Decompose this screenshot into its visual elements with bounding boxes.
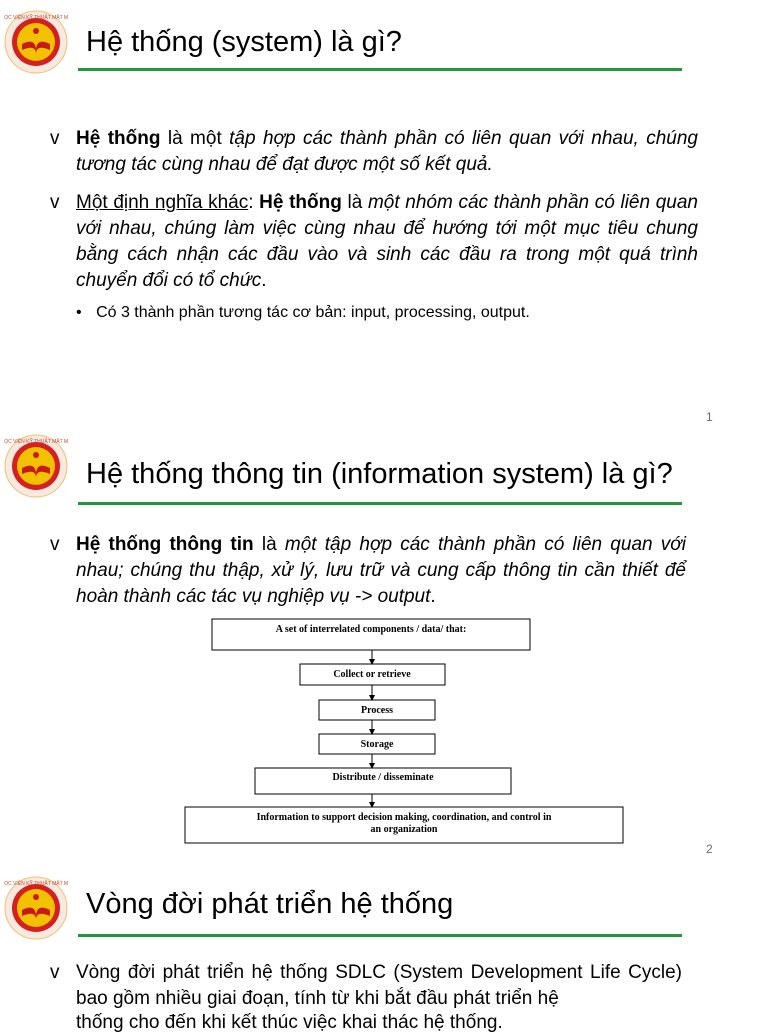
flow-label-information-line1: Information to support decision making, coordination, and control in [256, 812, 552, 823]
definition-italic: tập hợp các thành phần có liên quan với nhau, chúng tương tác cùng nhau để đạt được một số kết quả. [76, 128, 698, 175]
academy-logo-icon [4, 876, 68, 940]
academy-logo-icon [4, 434, 68, 498]
bullet-marker: v [50, 128, 60, 149]
sub-bullet-marker: • [76, 304, 82, 321]
slide-title: Hệ thống thông tin (information system) là gì? [86, 458, 673, 490]
slide-title: Vòng đời phát triển hệ thống [86, 888, 454, 920]
sdlc-paragraph-continuation: thống cho đến khi kết thúc việc khai thác hệ thống. [76, 1012, 503, 1033]
academy-logo-icon [4, 10, 68, 74]
bullet-marker: v [50, 534, 60, 555]
slide-3 [0, 860, 768, 1024]
definition-paragraph [76, 126, 698, 178]
sub-bullet-text: Có 3 thành phần tương tác cơ bản: input, processing, output. [96, 304, 530, 321]
term-bold: Hệ thống [76, 128, 161, 149]
term-bold: Hệ thống thông tin [76, 534, 254, 555]
bullet-marker: v [50, 192, 60, 213]
information-system-flow-diagram [180, 612, 630, 852]
title-underline [78, 934, 682, 937]
sub-bullet [76, 304, 530, 322]
page-number: 2 [706, 842, 713, 856]
title-underline [78, 68, 682, 71]
text: là [253, 534, 285, 555]
underlined-label: Một định nghĩa khác [76, 192, 249, 213]
slide-title: Hệ thống (system) là gì? [86, 26, 402, 58]
flow-label-information-line2: an organization [370, 824, 438, 835]
bullet-marker: v [50, 962, 60, 983]
term-bold: Hệ thống [259, 192, 342, 213]
title-underline [78, 502, 682, 505]
flow-label-components: A set of interrelated components / data/ that: [275, 624, 467, 635]
flow-label-distribute: Distribute / disseminate [332, 772, 434, 783]
page-number: 1 [706, 410, 713, 424]
text: . [261, 270, 267, 291]
text: . [430, 586, 436, 607]
flow-label-process: Process [360, 705, 394, 716]
slide-1 [0, 0, 768, 430]
text: là một [160, 128, 230, 149]
flow-label-storage: Storage [360, 739, 394, 750]
flow-label-collect: Collect or retrieve [333, 669, 411, 680]
definition-paragraph [76, 532, 686, 610]
definition-italic: một tập hợp các thành phần có liên quan với nhau; chúng thu thập, xử lý, lưu trữ và cung cấp thông tin cần thiết để hoàn thành các tác vụ nghiệp vụ -> output [76, 534, 686, 607]
definition-italic: một nhóm các thành phần có liên quan với nhau, chúng làm việc cùng nhau để hướng tới một mục tiêu chung bằng cách nhận các đầu vào và sinh các đầu ra trong một quá trình chuyển đổi có tổ chức [76, 192, 698, 291]
sdlc-paragraph: Vòng đời phát triển hệ thống SDLC (System Development Life Cycle) bao gồm nhiều giai đoạn, tính từ khi bắt đầu phát triển hệ [76, 962, 682, 1009]
alternate-definition-paragraph [76, 190, 698, 294]
text: : [248, 192, 260, 213]
text: là [341, 192, 368, 213]
